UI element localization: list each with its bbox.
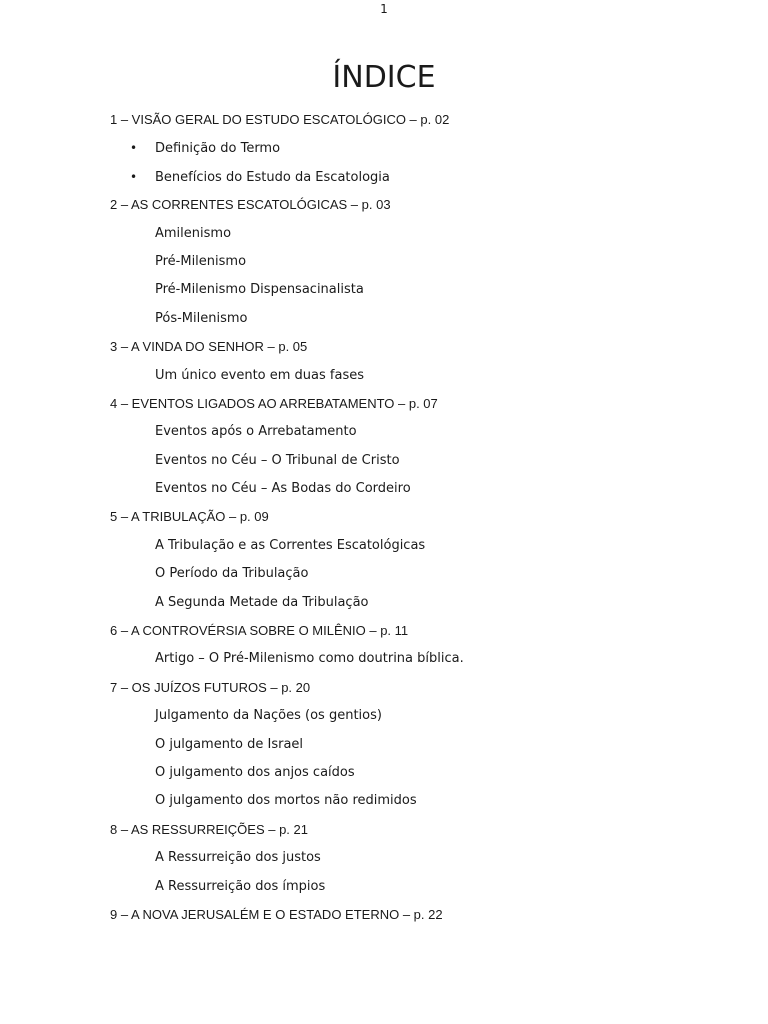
toc-entry-text: Amilenismo xyxy=(155,225,232,241)
toc-chapter xyxy=(110,816,710,844)
toc-subitem xyxy=(110,560,710,588)
toc-subitem xyxy=(110,645,710,673)
toc-subitem xyxy=(110,873,710,901)
toc-entry-text: Artigo – O Pré-Milenismo como doutrina bíblica. xyxy=(155,651,464,667)
toc-entry-text: 7 – OS JUÍZOS FUTUROS – p. 20 xyxy=(110,679,311,695)
toc-subitem xyxy=(110,447,710,475)
bullet-icon: • xyxy=(130,169,138,184)
toc-entry-text: 6 – A CONTROVÉRSIA SOBRE O MILÊNIO – p. 11 xyxy=(110,623,409,639)
bullet-icon: • xyxy=(130,141,138,156)
toc-subitem xyxy=(110,589,710,617)
toc-bullet-item xyxy=(110,134,710,162)
toc-entry-text: Benefícios do Estudo da Escatologia xyxy=(155,169,390,185)
toc-entry-text: O julgamento dos anjos caídos xyxy=(155,764,355,780)
toc-entry-text: Pós-Milenismo xyxy=(155,310,248,326)
toc-entry-text: A Ressurreição dos justos xyxy=(155,850,321,866)
toc-entry-text: 2 – AS CORRENTES ESCATOLÓGICAS – p. 03 xyxy=(110,197,391,213)
toc-entry-text: Eventos no Céu – O Tribunal de Cristo xyxy=(155,452,400,468)
toc-subitem xyxy=(110,475,710,503)
toc-entry-text: Definição do Termo xyxy=(155,141,281,157)
toc-entry-text: 4 – EVENTOS LIGADOS AO ARREBATAMENTO – p. 07 xyxy=(110,395,438,411)
toc-entry-text: Um único evento em duas fases xyxy=(155,367,364,383)
toc-entry-text: O julgamento de Israel xyxy=(155,736,304,752)
toc-chapter xyxy=(110,191,710,219)
toc-subitem xyxy=(110,220,710,248)
toc-entry-text: 1 – VISÃO GERAL DO ESTUDO ESCATOLÓGICO – p. 02 xyxy=(110,112,450,127)
toc-subitem xyxy=(110,248,710,276)
toc-entry-text: Eventos após o Arrebatamento xyxy=(155,424,357,440)
toc-entry-text: Julgamento da Nações (os gentios) xyxy=(155,708,382,724)
toc-subitem xyxy=(110,702,710,730)
toc-subitem xyxy=(110,305,710,333)
page-number: 1 xyxy=(380,2,388,16)
toc-entry-text: O julgamento dos mortos não redimidos xyxy=(155,793,417,809)
toc-entry-text: 5 – A TRIBULAÇÃO – p. 09 xyxy=(110,509,269,525)
toc-subitem xyxy=(110,787,710,815)
toc-chapter xyxy=(110,333,710,361)
toc-entry-text: Pré-Milenismo xyxy=(155,253,247,269)
toc-subitem xyxy=(110,276,710,304)
toc-entry-text: Eventos no Céu – As Bodas do Cordeiro xyxy=(155,481,411,497)
toc-chapter xyxy=(110,674,710,702)
toc-subitem xyxy=(110,362,710,390)
page-title: ÍNDICE xyxy=(332,60,436,95)
toc-chapter xyxy=(110,617,710,645)
toc-bullet-item xyxy=(110,163,710,191)
toc-entry-text: Pré-Milenismo Dispensacinalista xyxy=(155,282,364,298)
toc-entry-text: 8 – AS RESSURREIÇÕES – p. 21 xyxy=(110,821,308,837)
toc-chapter xyxy=(110,390,710,418)
toc-entry-text: A Segunda Metade da Tribulação xyxy=(155,594,369,610)
toc-entry-text: A Tribulação e as Correntes Escatológicas xyxy=(155,537,426,553)
toc-entry-text: O Período da Tribulação xyxy=(155,566,309,582)
toc-chapter xyxy=(110,106,710,134)
toc-entry-text: 9 – A NOVA JERUSALÉM E O ESTADO ETERNO – p. 22 xyxy=(110,906,443,922)
table-of-contents xyxy=(110,106,710,929)
toc-subitem xyxy=(110,532,710,560)
toc-subitem xyxy=(110,418,710,446)
toc-subitem xyxy=(110,731,710,759)
toc-entry-text: A Ressurreição dos ímpios xyxy=(155,878,326,894)
toc-chapter xyxy=(110,901,710,929)
toc-subitem xyxy=(110,759,710,787)
toc-chapter xyxy=(110,503,710,531)
toc-subitem xyxy=(110,844,710,872)
toc-entry-text: 3 – A VINDA DO SENHOR – p. 05 xyxy=(110,339,308,355)
